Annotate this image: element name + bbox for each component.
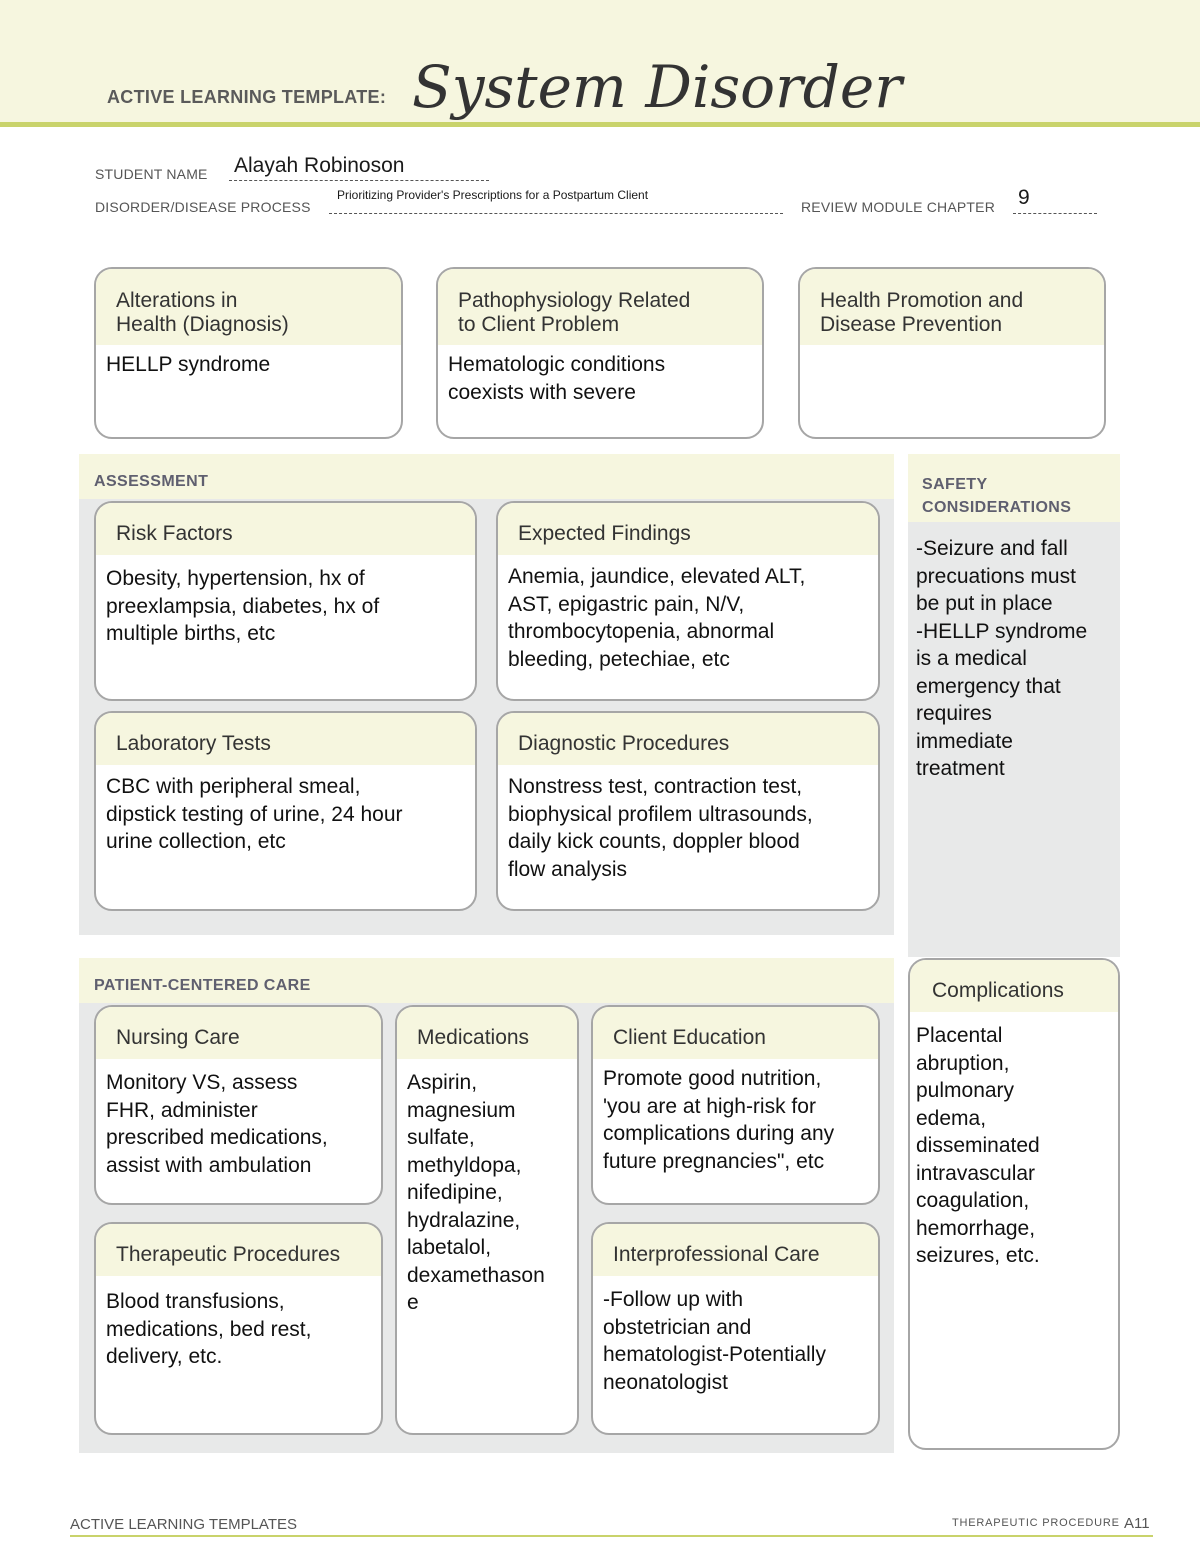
health-promotion-body[interactable] (800, 345, 1104, 351)
therapeutic-procedures-title: Therapeutic Procedures (96, 1224, 381, 1276)
laboratory-tests-title: Laboratory Tests (96, 713, 475, 765)
pathophysiology-body[interactable]: Hematologic conditions coexists with severe (448, 353, 666, 404)
complications-title: Complications (910, 960, 1118, 1012)
risk-factors-title: Risk Factors (96, 503, 475, 555)
therapeutic-procedures-card (94, 1222, 383, 1435)
alterations-title: Alterations in Health (Diagnosis) (96, 269, 401, 345)
safety-body[interactable]: -Seizure and fall precuations must be put in place -HELLP syndrome is a medical emergency that requires immediate treatment (916, 537, 1088, 780)
complications-card (908, 958, 1120, 1450)
disorder-value[interactable]: Prioritizing Provider's Prescriptions for a Postpartum Client (337, 188, 649, 202)
footer-page-number: A11 (1124, 1515, 1150, 1532)
laboratory-tests-body[interactable]: CBC with peripheral smeal, dipstick testing of urine, 24 hour urine collection, etc (106, 775, 403, 853)
medications-body[interactable]: Aspirin, magnesium sulfate, methyldopa, nifedipine, hydralazine, labetalol, dexamethason e (407, 1071, 545, 1314)
nursing-care-body[interactable]: Monitory VS, assess FHR, administer prescribed medications, assist with ambulation (106, 1071, 328, 1177)
template-title: System Disorder (412, 53, 902, 121)
alterations-card (94, 267, 403, 439)
chapter-value[interactable]: 9 (1018, 186, 1030, 209)
health-promotion-card (798, 267, 1106, 439)
medications-title: Medications (397, 1007, 577, 1059)
expected-findings-title: Expected Findings (498, 503, 878, 555)
laboratory-tests-card (94, 711, 477, 911)
risk-factors-body[interactable]: Obesity, hypertension, hx of preexlampsia, diabetes, hx of multiple births, etc (106, 567, 380, 645)
complications-body[interactable]: Placental abruption, pulmonary edema, disseminated intravascular coagulation, hemorrhage, seizures, etc. (916, 1024, 1040, 1267)
nursing-care-title: Nursing Care (96, 1007, 381, 1059)
therapeutic-procedures-body[interactable]: Blood transfusions, medications, bed rest, delivery, etc. (106, 1290, 312, 1368)
student-name-line (229, 180, 489, 181)
expected-findings-body[interactable]: Anemia, jaundice, elevated ALT, AST, epigastric pain, N/V, thrombocytopenia, abnormal bleeding, petechiae, etc (508, 565, 806, 671)
safety-title: SAFETY CONSIDERATIONS (922, 476, 1072, 516)
medications-card (395, 1005, 579, 1435)
risk-factors-card (94, 501, 477, 701)
diagnostic-procedures-title: Diagnostic Procedures (498, 713, 878, 765)
footer-divider (70, 1535, 1153, 1537)
student-name-value[interactable]: Alayah Robinoson (234, 154, 405, 177)
client-education-card (591, 1005, 880, 1205)
client-education-title: Client Education (593, 1007, 878, 1059)
patient-care-title: PATIENT-CENTERED CARE (94, 977, 311, 994)
pathophysiology-card (436, 267, 764, 439)
student-name-label: STUDENT NAME (95, 166, 208, 182)
footer-label: ACTIVE LEARNING TEMPLATES (70, 1516, 297, 1533)
chapter-label: REVIEW MODULE CHAPTER (801, 199, 995, 215)
header-divider (0, 122, 1200, 127)
interprofessional-care-card (591, 1222, 880, 1435)
health-promotion-title: Health Promotion and Disease Prevention (800, 269, 1104, 345)
pathophysiology-title: Pathophysiology Related to Client Problem (438, 269, 762, 345)
diagnostic-procedures-body[interactable]: Nonstress test, contraction test, biophysical profilem ultrasounds, daily kick counts, doppler blood flow analysis (508, 775, 813, 881)
client-education-body[interactable]: Promote good nutrition, 'you are at high-risk for complications during any future pregnancies", etc (603, 1067, 835, 1173)
footer-section: THERAPEUTIC PROCEDURE (952, 1517, 1120, 1529)
template-label: ACTIVE LEARNING TEMPLATE: (107, 87, 387, 107)
nursing-care-card (94, 1005, 383, 1205)
disorder-label: DISORDER/DISEASE PROCESS (95, 199, 311, 215)
interprofessional-care-title: Interprofessional Care (593, 1224, 878, 1276)
interprofessional-care-body[interactable]: -Follow up with obstetrician and hematologist-Potentially neonatologist (603, 1288, 826, 1394)
diagnostic-procedures-card (496, 711, 880, 911)
expected-findings-card (496, 501, 880, 701)
alterations-body[interactable]: HELLP syndrome (106, 353, 271, 376)
disorder-line (329, 213, 783, 214)
assessment-title: ASSESSMENT (94, 473, 209, 490)
chapter-line (1013, 213, 1097, 214)
